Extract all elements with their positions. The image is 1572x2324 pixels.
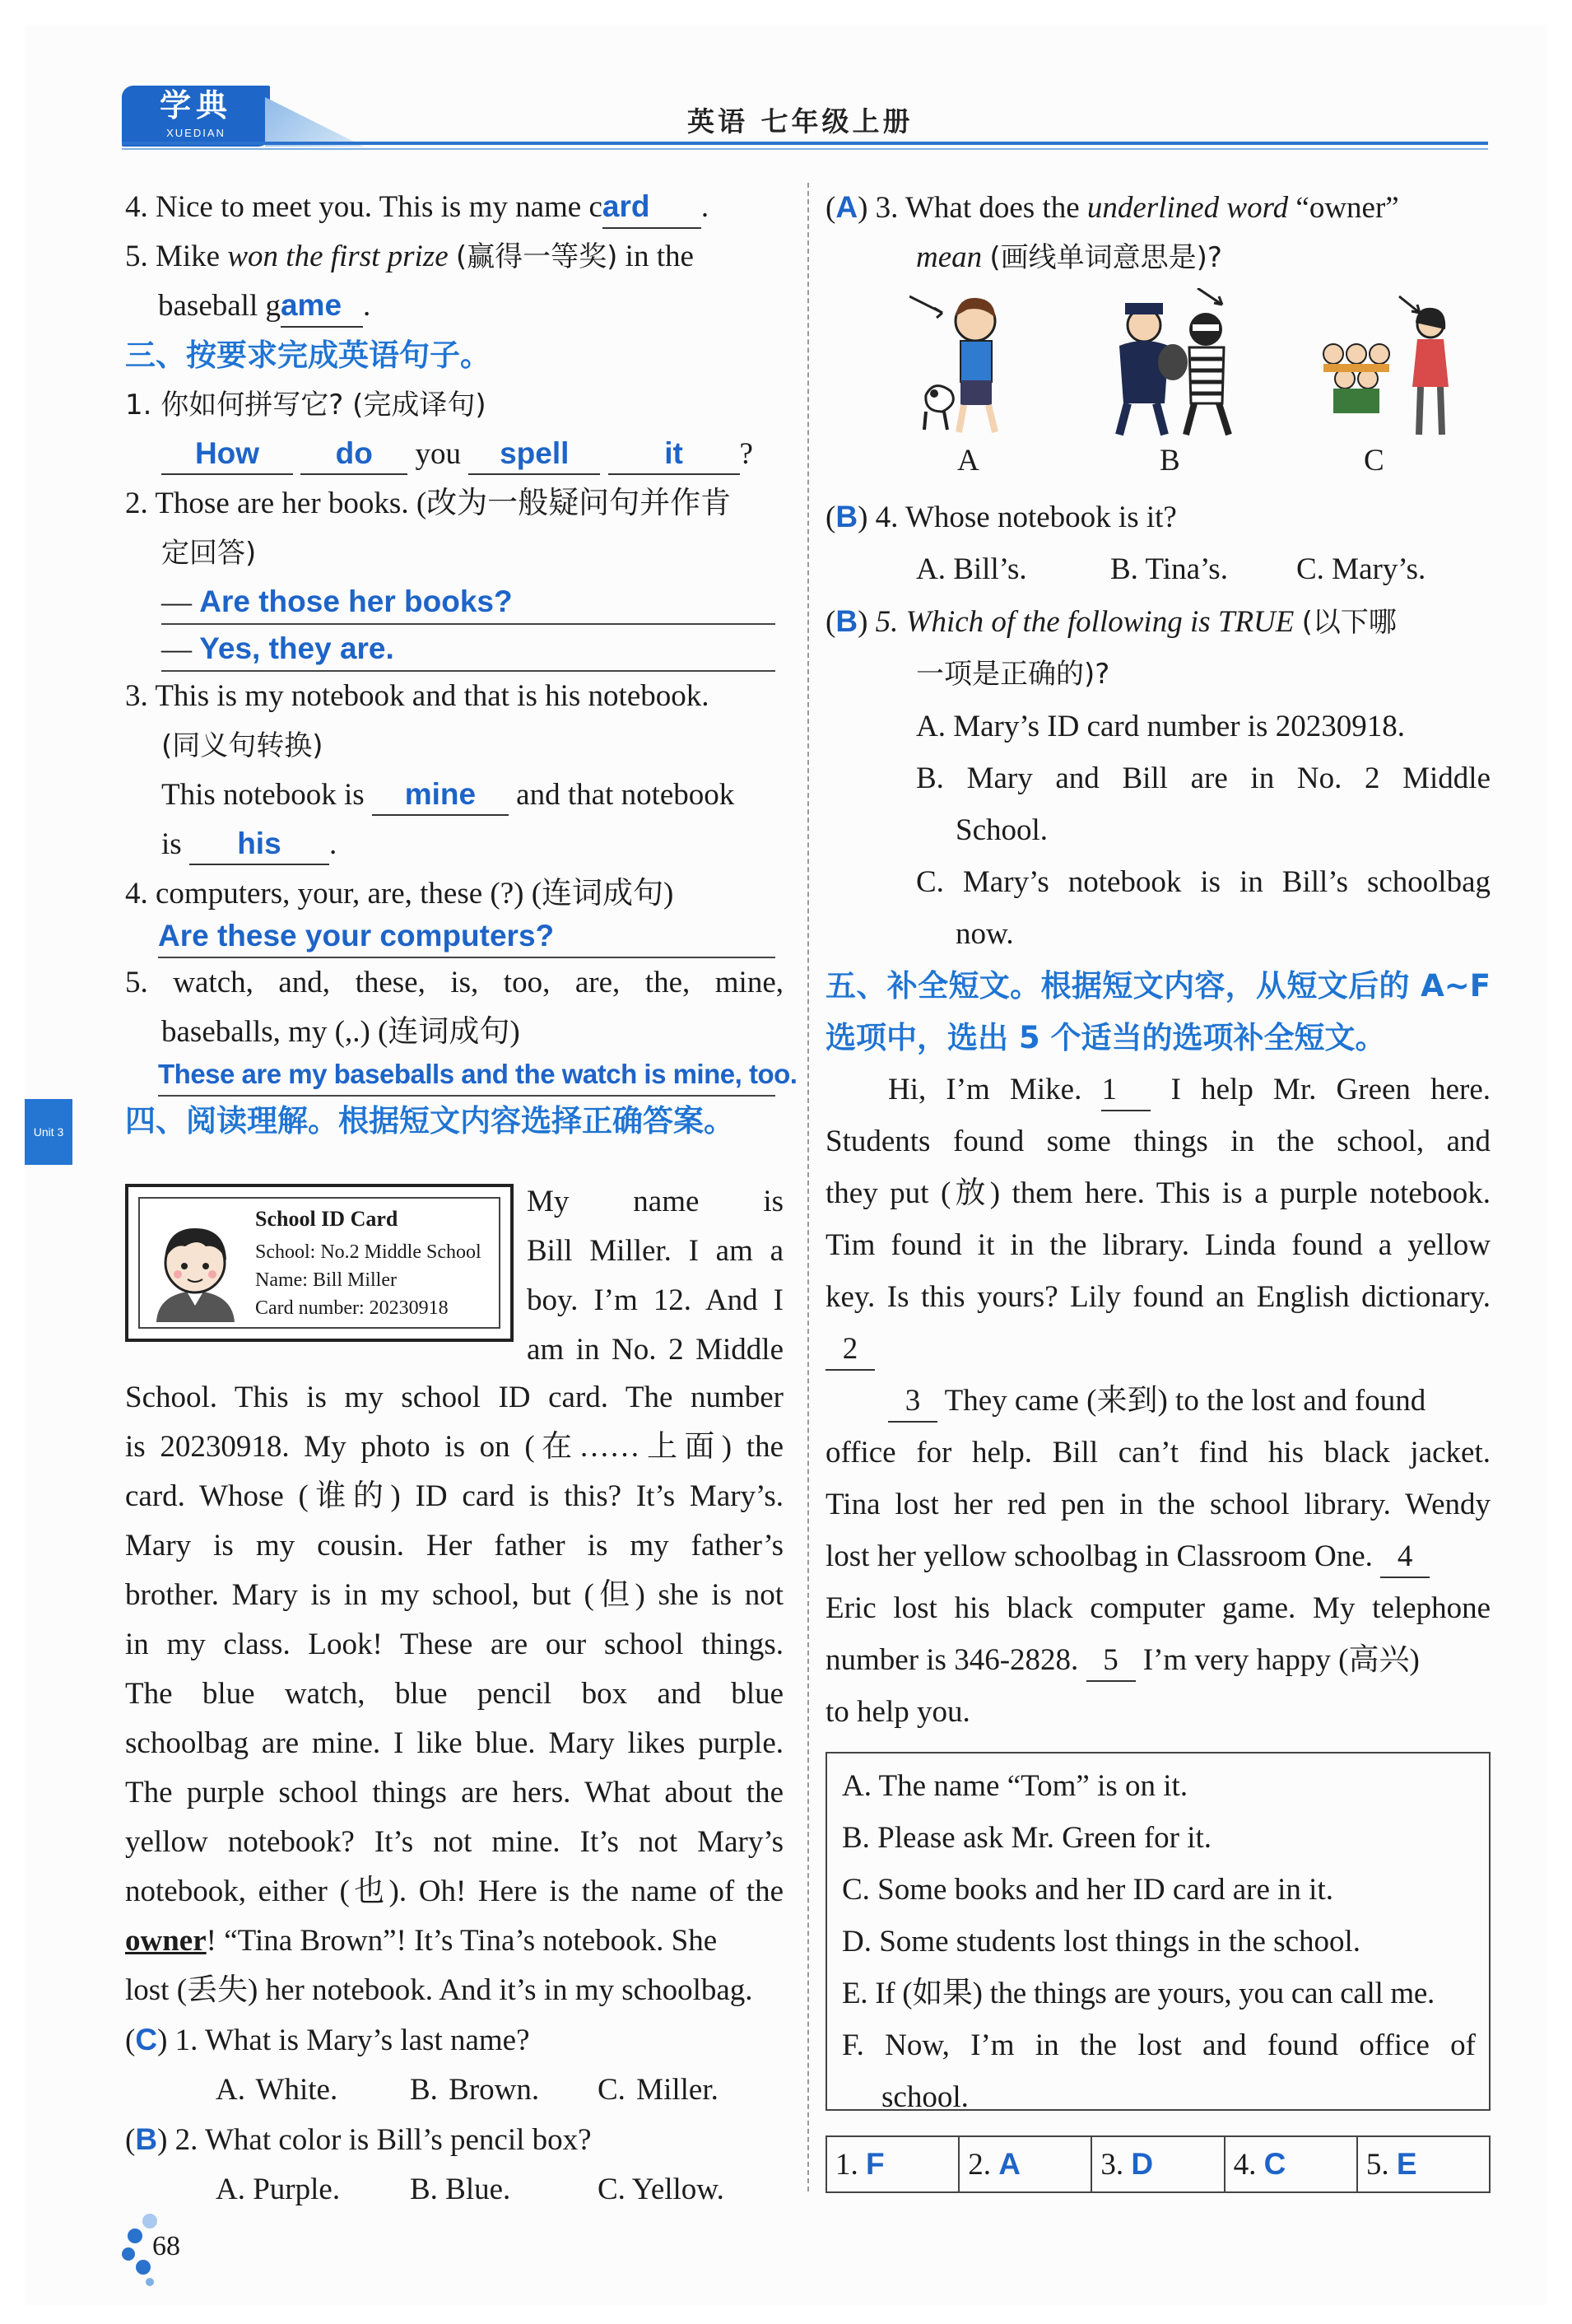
publisher-logo — [122, 86, 270, 147]
fill-q5-line2: baseball game . — [125, 282, 784, 331]
page-number: 68 — [152, 2231, 180, 2261]
cloze-line: lost her yellow schoolbag in Classroom One. 4 — [826, 1530, 1491, 1582]
answer-cell: 5. E — [1365, 2147, 1417, 2182]
reading-q3-line2: mean (画线单词意思是)? — [916, 240, 1222, 274]
reading-q5-option-b-cont: School. — [956, 813, 1049, 847]
s3-q4-answer: Are these your computers? — [125, 915, 784, 958]
fill-q4: 4. Nice to meet you. This is my name card . — [125, 183, 784, 232]
logo-en: XUEDIAN — [166, 127, 226, 139]
school-id-card — [125, 1184, 514, 1342]
picture-label-a: A — [957, 444, 979, 477]
reading-q1: (C) 1. What is Mary’s last name? — [125, 2023, 530, 2057]
column-divider — [807, 183, 809, 2191]
fill-q5-line1: 5. Mike won the first prize (赢得一等奖) in the — [125, 240, 694, 273]
passage-line: brother. Mary is in my school, but (但) she is not — [125, 1578, 784, 1612]
picture-c-woman-with-children — [1317, 288, 1457, 436]
cloze-option: A. The name “Tom” is on it. — [842, 1769, 1188, 1803]
reading-q5-option-b: B. Mary and Bill are in No. 2 Middle — [916, 761, 1491, 795]
passage-line: am in No. 2 Middle — [527, 1333, 784, 1367]
reading-q5-option-c-cont: now. — [956, 917, 1014, 951]
cloze-answer-table — [826, 2135, 1491, 2193]
book-title: 英语 七年级上册 — [687, 105, 914, 137]
passage-line: yellow notebook? It’s not mine. It’s not Mary’s — [125, 1825, 784, 1859]
s3-q3-line4: is his . — [125, 820, 784, 869]
passage-line: The purple school things are hers. What about the — [125, 1776, 784, 1809]
picture-label-b: B — [1160, 444, 1180, 477]
cloze-line: Tina lost her red pen in the school library. Wendy — [826, 1488, 1491, 1521]
id-card-inner — [138, 1197, 500, 1329]
reading-passage — [125, 1373, 784, 2215]
answer-cell: 3. D — [1092, 2137, 1225, 2191]
s3-q3-line1: 3. This is my notebook and that is his notebook. — [125, 679, 709, 713]
header-rule — [122, 142, 1488, 145]
id-card-school: School: No.2 Middle School — [255, 1241, 481, 1263]
cloze-option: school. — [881, 2080, 969, 2114]
picture-a-boy-with-dog — [909, 288, 1025, 436]
cloze-option: D. Some students lost things in the school. — [842, 1925, 1361, 1958]
cloze-line: Eric lost his black computer game. My telephone — [826, 1591, 1491, 1625]
section-3-heading: 三、按要求完成英语句子。 — [125, 338, 491, 373]
left-column — [125, 183, 798, 1146]
s3-q2-answer2: — Yes, they are. — [125, 628, 784, 672]
passage-beside-card — [527, 1177, 784, 1375]
unit-tab: Unit 3 — [25, 1099, 72, 1165]
s3-q5-line1: 5. watch, and, these, is, too, are, the, mine, — [125, 966, 784, 999]
section-5-heading-line1: 五、补全短文。根据短文内容，从短文后的 A~F — [826, 968, 1491, 1004]
passage-line: boy. I’m 12. And I — [527, 1283, 784, 1317]
passage-line: schoolbag are mine. I like blue. Mary likes purple. — [125, 1726, 784, 1760]
id-card-title: School ID Card — [255, 1207, 398, 1231]
picture-b-police-and-thief — [1107, 288, 1247, 436]
s3-q3-line2: (同义句转换) — [161, 729, 323, 762]
reading-q5-option-c: C. Mary’s notebook is in Bill’s schoolbag — [916, 865, 1491, 899]
cloze-option: B. Please ask Mr. Green for it. — [842, 1821, 1212, 1855]
right-column-lower — [826, 491, 1491, 1738]
s3-q5-line2: baseballs, my (,.) (连词成句) — [161, 1015, 520, 1049]
cloze-line: Hi, I’m Mike. 1 I help Mr. Green here. — [826, 1064, 1491, 1115]
reading-q5: (B) 5. Which of the following is TRUE (以下哪 — [826, 604, 1397, 639]
cloze-option: C. Some books and her ID card are in it. — [842, 1873, 1333, 1907]
header-rule-thin — [122, 148, 1488, 150]
passage-line: is 20230918. My photo is on (在……上面) the — [125, 1430, 784, 1464]
section-4-heading: 四、阅读理解。根据短文内容选择正确答案。 — [125, 1103, 734, 1139]
passage-line: notebook, either (也). Oh! Here is the name of the — [125, 1875, 784, 1908]
s3-q2-line1: 2. Those are her books. (改为一般疑问句并作肯 — [125, 487, 732, 520]
s3-q3-line3: This notebook is mine and that notebook — [125, 771, 784, 820]
reading-q5-line2: 一项是正确的)? — [916, 658, 1110, 691]
reading-q5-option-a: A. Mary’s ID card number is 20230918. — [916, 710, 1405, 743]
cloze-line: 3 They came (来到) to the lost and found — [826, 1375, 1491, 1427]
answer-cell: 1. F — [827, 2137, 960, 2191]
right-column — [826, 183, 1491, 282]
cloze-line: office for help. Bill can’t find his black jacket. — [826, 1436, 1491, 1469]
cloze-line: number is 346-2828. 5 I’m very happy (高兴) — [826, 1634, 1491, 1686]
s3-q1: 1. 你如何拼写它? (完成译句) — [125, 389, 486, 421]
passage-line: card. Whose (谁的) ID card is this? It’s Mary’s. — [125, 1479, 784, 1513]
cloze-line: Tim found it in the library. Linda found a yellow — [826, 1228, 1491, 1262]
s3-q2-line2: 定回答) — [161, 537, 257, 570]
cloze-line: to help you. — [826, 1695, 970, 1729]
id-card-number: Card number: 20230918 — [255, 1297, 449, 1319]
cloze-line: key. Is this yours? Lily found an English dictionary. — [826, 1280, 1491, 1314]
cloze-option: F. Now, I’m in the lost and found office of — [842, 2028, 1476, 2062]
cloze-line: Students found some things in the school, and — [826, 1125, 1491, 1158]
passage-line: Mary is my cousin. Her father is my father’s — [125, 1529, 784, 1563]
student-avatar-icon — [148, 1215, 243, 1322]
reading-q2-options: A. Purple. B. Blue. C. Yellow. — [216, 2173, 724, 2206]
passage-line: School. This is my school ID card. The number — [125, 1381, 784, 1414]
answer-blank: ard — [602, 187, 701, 229]
s3-q5-answer: These are my baseballs and the watch is mine, too. — [125, 1054, 784, 1097]
reading-q1-options: A. White. B. Brown. C. Miller. — [216, 2073, 719, 2107]
s3-q2-answer1: — Are those her books? — [125, 581, 784, 625]
passage-line: in my class. Look! These are our school things. — [125, 1628, 784, 1661]
cloze-line: they put (放) them here. This is a purple notebook. — [826, 1176, 1491, 1210]
passage-line-owner: owner! “Tina Brown”! It’s Tina’s notebook. She — [125, 1924, 718, 1958]
reading-q2: (B) 2. What color is Bill’s pencil box? — [125, 2122, 592, 2157]
passage-line: My name is — [527, 1185, 784, 1218]
answer-cell: 4. C — [1226, 2137, 1358, 2191]
passage-line: Bill Miller. I am a — [527, 1234, 784, 1268]
passage-line: lost (丢失) her notebook. And it’s in my schoolbag. — [125, 1973, 753, 2007]
id-card-name: Name: Bill Miller — [255, 1269, 397, 1291]
reading-q3: (A) 3. What does the underlined word “owner” — [826, 190, 1399, 225]
reading-q4-options: A. Bill’s. B. Tina’s. C. Mary’s. — [916, 552, 1426, 586]
cloze-line: 2 — [826, 1323, 1491, 1375]
logo-cn: 学典 — [159, 89, 232, 123]
passage-line: The blue watch, blue pencil box and blue — [125, 1677, 784, 1711]
answer-cell: 2. A — [960, 2137, 1092, 2191]
picture-label-c: C — [1364, 444, 1384, 477]
s3-q1-answer: How do you spell it ? — [125, 430, 784, 479]
cloze-options-box — [826, 1752, 1491, 2114]
reading-q4: (B) 4. Whose notebook is it? — [826, 500, 1177, 534]
cloze-option: E. If (如果) the things are yours, you can call me. — [842, 1977, 1435, 2010]
section-5-heading-line2: 选项中，选出 5 个适当的选项补全短文。 — [826, 1020, 1386, 1055]
answer-blank: ame — [281, 286, 363, 328]
s3-q4: 4. computers, your, are, these (?) (连词成句) — [125, 877, 674, 911]
